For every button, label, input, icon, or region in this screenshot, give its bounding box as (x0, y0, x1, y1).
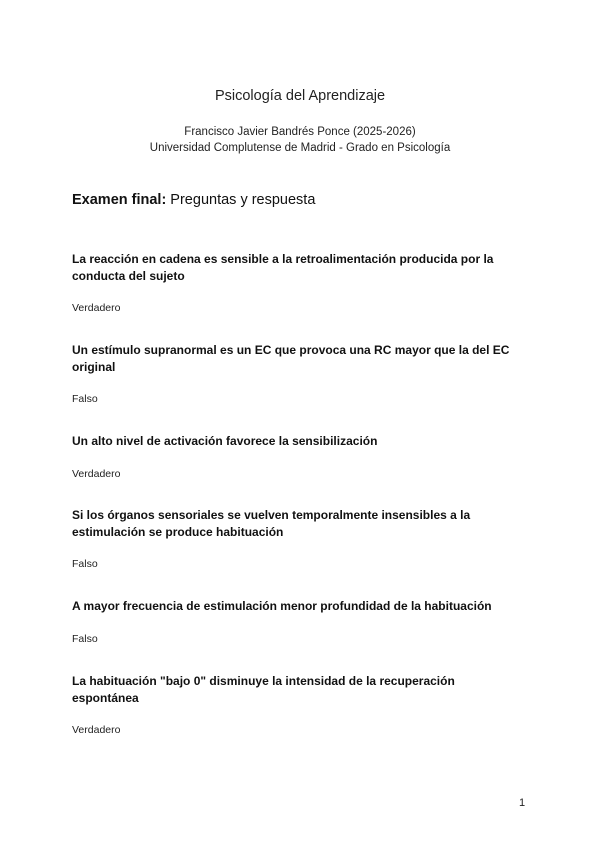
answer-text: Falso (72, 632, 98, 645)
qa-item (72, 507, 512, 598)
section-heading-subtitle: Preguntas y respuesta (166, 192, 316, 208)
answer-text: Verdadero (72, 724, 121, 736)
qa-list (72, 251, 512, 736)
qa-item (72, 433, 512, 507)
answer-text: Verdadero (72, 302, 121, 314)
answer-text: Falso (72, 393, 98, 405)
answer-text: Falso (72, 558, 98, 570)
section-heading-label: Examen final: (72, 192, 167, 208)
document-title: Psicología del Aprendizaje (214, 88, 386, 104)
section-heading (72, 192, 315, 208)
qa-item (72, 251, 512, 342)
question-text: Un estímulo supranormal es un EC que provoca una RC mayor que la del EC original (72, 343, 510, 374)
page-number: 1 (519, 797, 526, 809)
question-text: A mayor frecuencia de estimulación menor profundidad de la habituación (72, 599, 492, 613)
qa-item (72, 673, 512, 736)
question-text: La habituación "bajo 0" disminuye la intensidad de la recuperación espontánea (72, 674, 455, 705)
qa-item (72, 342, 512, 433)
author-block (0, 124, 600, 156)
author-line: Francisco Javier Bandrés Ponce (2025-2026) (184, 126, 416, 138)
answer-text: Verdadero (72, 467, 121, 480)
question-text: Un alto nivel de activación favorece la sensibilización (72, 434, 378, 448)
qa-item (72, 598, 512, 673)
question-text: La reacción en cadena es sensible a la retroalimentación producida por la conducta del sujeto (72, 252, 494, 283)
institution-line: Universidad Complutense de Madrid - Grado en Psicología (149, 142, 451, 154)
question-text: Si los órganos sensoriales se vuelven temporalmente insensibles a la estimulación se produce habituación (72, 508, 471, 539)
